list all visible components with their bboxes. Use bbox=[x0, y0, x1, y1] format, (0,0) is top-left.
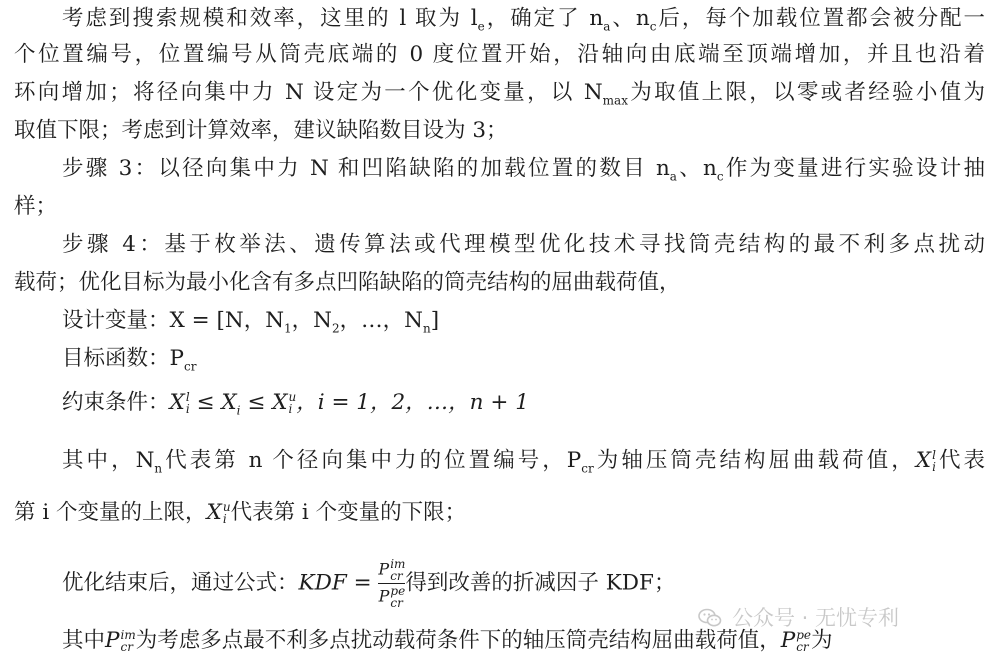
where-line1: 其中，$N_n$代表第 n 个径向集中力的位置编号，$P_{cr}$为轴压筒壳结构屈曲载荷值，X l i 代表 bbox=[62, 448, 985, 476]
para1-line2: 个位置编号，位置编号从筒壳底端的 0 度位置开始，沿轴向由底端至顶端增加，并且也沿着 bbox=[14, 42, 985, 67]
last-line: 其中P im cr 为考虑多点最不利多点扰动载荷条件下的轴压筒壳结构屈曲载荷值，P pe cr 为 bbox=[62, 628, 833, 654]
step4-line2: 载荷；优化目标为最小化含有多点凹陷缺陷的筒壳结构的屈曲载荷值， bbox=[14, 270, 681, 295]
para1-line1: 考虑到搜索规模和效率，这里的 l 取为 $l_e$，确定了 $n_a$、$n_c$后，每个加载位置都会被分配一 bbox=[62, 6, 986, 34]
where-line2: 第 i 个变量的上限，X u i 代表第 i 个变量的下限； bbox=[14, 500, 467, 526]
constraint-line: 约束条件：X l i ≤ $X_i \le X$ u i ，i = 1，2，…，n + 1 bbox=[62, 390, 529, 418]
step3-line1: 步骤 3：以径向集中力 N 和凹陷缺陷的加载位置的数目 $n_a$、$n_c$作为变量进行实验设计抽 bbox=[62, 156, 985, 184]
objective-function: 目标函数：$P_{cr}$ bbox=[62, 346, 197, 374]
para1-line4: 取值下限；考虑到计算效率，建议缺陷数目设为 3； bbox=[14, 118, 508, 143]
step3-line2: 样； bbox=[14, 194, 58, 219]
watermark-text: 公众号 · 无忧专利 bbox=[732, 606, 900, 630]
para1-line3: 环向增加；将径向集中力 N 设定为一个优化变量，以 $N_{max}$为取值上限，以零或者经验小值为 bbox=[14, 80, 985, 108]
kdf-fraction: P im cr P pe cr bbox=[378, 557, 406, 610]
kdf-formula-line: 优化结束后，通过公式：KDF = P im cr P pe cr 得到改善的折减因子 KDF； bbox=[62, 557, 676, 610]
step4-line1: 步骤 4：基于枚举法、遗传算法或代理模型优化技术寻找筒壳结构的最不利多点扰动 bbox=[62, 232, 985, 257]
design-variables: 设计变量：X = [N，$N_1$，$N_2$，…，$N_n$] bbox=[62, 308, 440, 336]
watermark bbox=[698, 602, 899, 632]
wechat-icon bbox=[698, 608, 722, 628]
